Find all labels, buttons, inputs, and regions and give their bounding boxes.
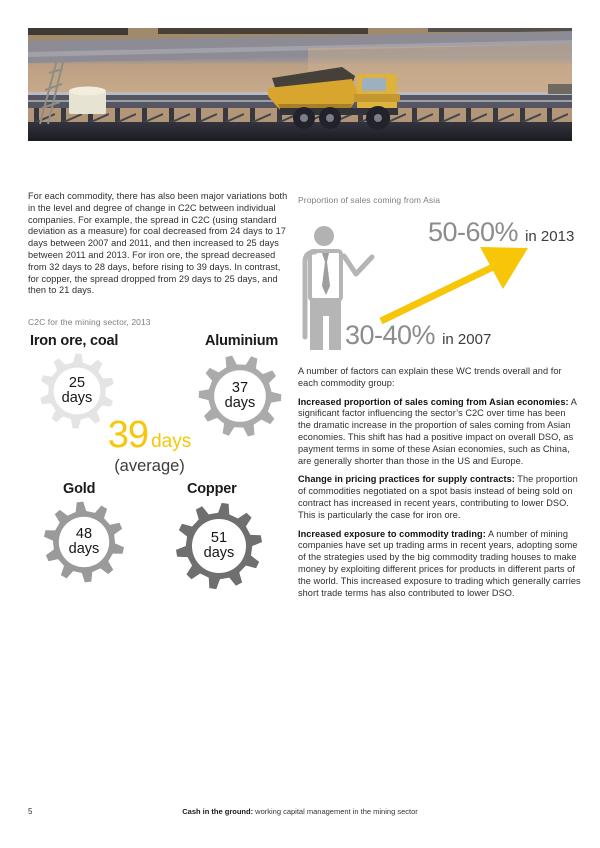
factors-intro: A number of factors can explain these WC trends overall and for each commodity group:: [298, 366, 562, 388]
asia-share-2013-value: 50-60%: [428, 217, 519, 247]
c2c-average-label: (average): [114, 457, 185, 475]
label-iron-ore-coal: Iron ore, coal: [30, 333, 119, 349]
asia-share-2007-value: 30-40%: [345, 320, 436, 350]
asia-caption: Proportion of sales coming from Asia: [298, 195, 441, 205]
asia-share-2013: [428, 217, 574, 248]
gear-gold-value: 48 days: [68, 526, 100, 557]
c2c-average-value: 39: [107, 414, 149, 456]
growth-arrow-icon: [370, 233, 540, 333]
gear-aluminium-value: 37 days: [224, 380, 256, 411]
label-aluminium: Aluminium: [205, 333, 279, 349]
gear-iron-ore-coal-value: 25 days: [61, 375, 93, 406]
factor-paragraph-pricing-practices: Change in pricing practices for supply contracts: The proportion of commodities negotiated on a spot basis instead of being sold on contract has increased in recent years, contributing to lower DSO. This is particularly the case for iron ore.: [298, 474, 578, 520]
factor-paragraph-commodity-trading: Increased exposure to commodity trading: A number of mining companies have set up trading arms in recent years, adopting some of the strategies used by the big commodity trading houses to make money by exploiting different prices for products in different parts of the world. This increased exposure to trading which generally carries short trade terms has also contributed to lower DSO.: [298, 528, 581, 598]
hero-photo-mining-site: [28, 28, 572, 141]
gear-copper-value: 51 days: [203, 530, 235, 561]
gear-gold-icon: [42, 500, 126, 584]
page-number: 5: [28, 807, 33, 816]
intro-paragraph: [28, 191, 292, 304]
c2c-average-unit: days: [151, 431, 192, 452]
asia-share-2007: [345, 320, 491, 351]
mining-photo-illustration: [28, 28, 572, 141]
gear-aluminium-icon: [197, 353, 283, 439]
intro-text: For each commodity, there has also been major variations both in the level and degree of change in C2C between individual companies. For example, the spread in C2C (using standard deviation as a measure) for coal decreased from 24 days to 17 days between 2007 and 2011, and then increased to 25 days between 2011 and 2013. For iron ore, the spread decreased from 32 days to 28 days, before rising to 39 days. In contrast, for copper, the spread dropped from 29 days to 25 days, and then to 21 days.: [28, 191, 288, 296]
factor-paragraph-asian-economies: Increased proportion of sales coming from Asian economies: A significant factor influencing the sector’s C2C over time has been the dramatic increase in the proportion of sales coming from Asian economies. This shift has had a positive impact on overall DSO, as payment terms in some of these Asian economies, such as China, are generally shorter than those in the US and Europe.: [298, 396, 577, 466]
asia-share-2013-label: in 2013: [525, 228, 575, 245]
c2c-average: [92, 414, 207, 476]
factors-column: [298, 366, 581, 606]
label-gold: Gold: [63, 481, 96, 497]
label-copper: Copper: [187, 481, 237, 497]
footer-title: Cash in the ground: working capital management in the mining sector: [182, 807, 418, 816]
c2c-caption: C2C for the mining sector, 2013: [28, 317, 151, 327]
asia-share-2007-label: in 2007: [442, 331, 492, 348]
gear-copper-icon: [174, 501, 264, 591]
storage-tank: [69, 87, 106, 115]
